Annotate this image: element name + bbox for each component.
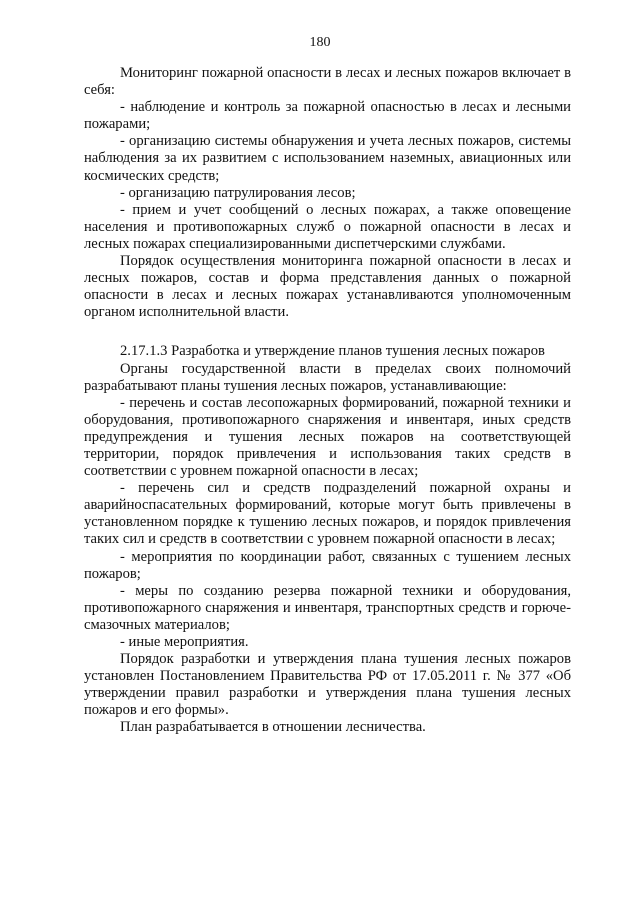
paragraph: Органы государственной власти в пределах своих полномочий разрабатывают планы тушения лесных пожаров, устанавливающие: xyxy=(84,360,571,394)
list-item: - перечень сил и средств подразделений пожарной охраны и аварийноспасательных формирований, которые могут быть привлечены в установленном порядке к тушению лесных пожаров, и порядок привлечения таких сил и средств в соответствии с уровнем пожарной опасности в лесах; xyxy=(84,480,571,548)
list-item: - организацию патрулирования лесов; xyxy=(120,184,356,201)
section-fire-plans xyxy=(84,343,571,736)
section-spacer xyxy=(84,321,571,343)
page-number: 180 xyxy=(309,35,331,50)
list-item: - перечень и состав лесопожарных формирований, пожарной техники и оборудования, противопожарного снаряжения и инвентаря, иных средств предупреждения и тушения лесных пожаров на соответствующей территории, порядок привлечения и использования таких средств в соответствии с уровнем пожарной опасности в лесах; xyxy=(84,394,571,480)
paragraph: Порядок разработки и утверждения плана тушения лесных пожаров установлен Постановлением Правительства РФ от 17.05.2011 г. № 377 «Об утверждении правил разработки и утверждения плана тушения лесных пожаров и его формы». xyxy=(84,651,571,719)
list-item: - иные мероприятия. xyxy=(120,634,249,650)
list-item: - меры по созданию резерва пожарной техники и оборудования, противопожарного снаряжения и инвентаря, транспортных средств и горюче-смазочных материалов; xyxy=(84,582,571,633)
list-item: - прием и учет сообщений о лесных пожарах, а также оповещение населения и противопожарных служб о пожарной опасности в лесах и лесных пожарах специализированными диспетчерскими службами. xyxy=(84,201,571,252)
paragraph: Порядок осуществления мониторинга пожарной опасности в лесах и лесных пожаров, состав и форма представления данных о пожарной опасности в лесах и лесных пожарах устанавливаются уполномоченным органом исполнительной власти. xyxy=(84,253,571,321)
list-item: - организацию системы обнаружения и учета лесных пожаров, системы наблюдения за их развитием с использованием наземных, авиационных или космических средств; xyxy=(84,133,571,184)
paragraph: Мониторинг пожарной опасности в лесах и лесных пожаров включает в себя: xyxy=(84,65,571,99)
document-body xyxy=(84,65,571,737)
section-monitoring xyxy=(84,65,571,321)
list-item: - мероприятия по координации работ, связанных с тушением лесных пожаров; xyxy=(84,548,571,582)
paragraph: План разрабатывается в отношении лесничества. xyxy=(120,719,426,736)
section-heading: 2.17.1.3 Разработка и утверждение планов тушения лесных пожаров xyxy=(120,343,545,360)
list-item: - наблюдение и контроль за пожарной опасностью в лесах и лесными пожарами; xyxy=(84,99,571,133)
